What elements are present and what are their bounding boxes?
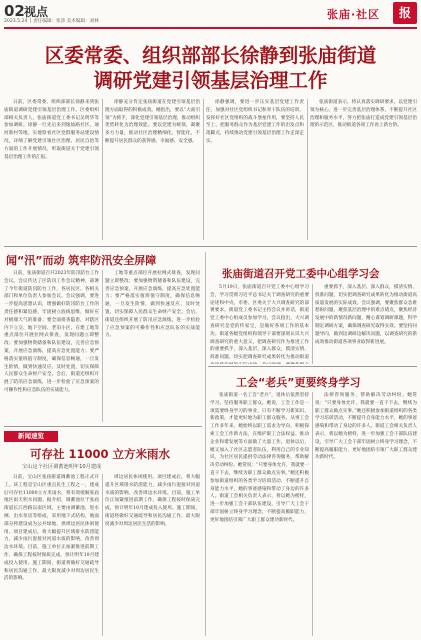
column-divider [102, 474, 103, 636]
meeting-headline: 张庙街道召开党工委中心组学习会 [222, 268, 380, 280]
news-brief-label: 新闻速览 [4, 431, 58, 442]
flood-column-1 [4, 270, 99, 422]
paper-logo: 报 [393, 2, 417, 24]
section-rule [4, 246, 417, 247]
meeting-column-2 [315, 284, 417, 364]
column-divider [312, 392, 313, 636]
storage-column-1 [4, 474, 99, 636]
lead-col2-text: 徐静充分肯定张庙街道在党建引领基层治理方面取得的积极成效。她指出，要以“大战引领”为抓手，深化党建引领基层治理，推动组织优势转化为治理效能。要以党建为统领，凝聚多方力量，推动社区治理精细化、智能化，不断提升居民群众的获得感、幸福感、安全感。 [105, 100, 200, 144]
column-divider [203, 99, 204, 240]
flood-text: 日前，张庙街道召开2023年防汛防台工作会议。会议传达了区防汛工作会议精神，部署了今年街道防汛防台工作，各居民区、各相关部门和单位负责人参加会议。会议强调，要进一步提高思想认识，增强做好防汛防台工作的责任感和紧迫感，牢固树立底线思维，做好应对极端天气的准备；要全面排查隐患，对辖区内下立交、地下空间、老旧小区、在建工地等重点部位开展拉网式排查，发现问题立即整改；要加强物资储备和队伍建设，完善应急预案，开展应急演练，提高应急处置能力；要严格落实值班值守制度，确保信息畅通，一旦发生险情，做到快速反应、及时处置，切实保障人民群众生命财产安全。会后，街道还组织开展了防汛应急演练，进一步检验了应急预案的可操作性和应急队伍的实战能力。 [4, 271, 99, 393]
lead-column-2 [105, 99, 200, 240]
union-text: 张庙街道一名工会“老兵”，退休后依然坚持学习、坚持服务职工群众。她说，工会工作是一项需要终身学习的事业，只有不断学习新知识、新政策，才能更好地为职工群众服务。从事工会工作多年来，她始终以职工需求为导向，积极探索工会工作新方法，在维护职工合法权益、推动企业和谐发展等方面做了大量工作。退休以后，她又加入了社区志愿者队伍，利用自己的专业知识，为社区居民提供劳动法律咨询服务，帮助解决劳动纠纷。她常说：“只要身体允许，我就要一直干下去，继续为职工群众做点实事。”她还积极参加街道组织的各类学习培训活动，不断提升自身能力水平，她的事迹感染和带动了身边的许多人。街道工会相关负责人表示，将以她为榜样，进一步加强工会干部队伍建设，引导广大工会干部牢固树立终身学习理念，不断提高履职能力，更好地团结引领广大职工群众建功新时代。 [210, 393, 309, 523]
union-column-1 [210, 392, 309, 636]
lead-col4-text: 张庙街道表示，将认真落实调研要求，以党建引领为核心，进一步完善基层治理体系，不断提升社区治理和服务水平，努力把张庙打造成党建引领基层治理的示范区，推动街道各项工作再上新台阶。 [310, 100, 417, 129]
masthead [0, 0, 421, 30]
section-rule [208, 366, 417, 367]
storage-text-continued: 周边居民休闲使用。项目建成后，将大幅提升区域排水防涝能力，减少雨污混接对河道水质的影响，改善周边水环境。目前，施工单位正加紧推进前期工作，确保工程按时保质完成，预计明年10月建成投入使用。施工期间，街道将做好交通疏导和居民沟通工作，最大限度减少对周边居民生活的影响。 [105, 475, 200, 527]
union-column-2 [315, 392, 417, 636]
lead-headline-line1: 区委常委、组织部部长徐静到张庙街道 [44, 44, 377, 67]
flood-headline: 闻“汛”而动 筑牢防汛安全屏障 [6, 254, 157, 267]
paper-name: 张庙·社区 [327, 8, 381, 21]
page-divider [205, 252, 206, 636]
section-name: 视点 [24, 5, 49, 19]
lead-col1-text: 日前，区委常委、组织部部长徐静来到张庙街道调研党建引领基层治理工作。区委组织部相关负责人，张庙街道党工委书记吴明华等参加调研。徐静一行先后来到逸仙路社区、通河新村等地，实地察看社区党群服务站建设情况，详细了解党建引领社区治理、居民自治等方面的工作开展情况，听取街道关于党建引领基层治理工作的汇报。 [4, 100, 99, 160]
lead-column-4 [310, 99, 417, 240]
date-line: 2023.5.24 │ 责任编辑：张沛 美术编辑：刘林 [4, 19, 99, 24]
union-text-continued: 法律咨询服务，帮助解决劳动纠纷。她常说：“只要身体允许，我就要一直干下去，继续为职工群众做点实事。”她还积极参加街道组织的各类学习培训活动，不断提升自身能力水平，她的事迹感染和带动了身边的许多人。街道工会相关负责人表示，将以她为榜样，进一步加强工会干部队伍建设，引导广大工会干部牢固树立终身学习理念，不断提高履职能力，更好地团结引领广大职工群众建功新时代。 [315, 393, 417, 461]
lead-column-1 [4, 99, 99, 240]
flood-column-2 [105, 270, 200, 422]
lead-column-3 [206, 99, 304, 240]
meeting-text-continued: 重要抓手，深入基层、深入群众，摸清实情、找准问题，切实把调查研究成果转化为推动街道高质量发展的实际成效。会议强调，要聚焦群众急难愁盼问题，聚焦基层治理中的难点堵点，聚焦经济发展中的新情况新问题，精心谋划调研课题，科学制定调研方案，确保调查研究取得实效。要坚持问题导向，做到边调研边解决问题，以调查研究的新成效推动街道各项事业取得新进展。 [315, 285, 417, 345]
storage-column-2 [105, 474, 200, 636]
meeting-text: 5月19日，张庙街道召开党工委中心组学习会，学习贯彻习近平总书记关于调查研究的重要论述和中央、市委、区委关于大兴调查研究的部署要求。街道党工委书记主持会议并讲话，街道党工委中心组成员参加学习。会议指出，大兴调查研究是党的传家宝，是做好各项工作的基本功。街道各级党组织和领导干部要深刻认识大兴调查研究的重大意义，把调查研究作为推进工作的重要抓手，深入基层、深入群众，摸清实情、找准问题，切实把调查研究成果转化为推动街道 [210, 285, 309, 361]
lead-headline-line2: 调研党建引领基层治理工作 [93, 69, 328, 92]
column-divider [307, 99, 308, 240]
section-rule [4, 426, 202, 427]
storage-text: 日前，宝山区张庙街道调蓄池工程正式开工。该工程是宝山区重点民生工程之一，建成后可存社11000立方米雨水，将有效缓解张庙地区雨天积水问题。据介绍，调蓄池位于张庙街道长江西路以南区域，主要由调蓄池、进水闸、出水泵房等组成，采用地下式结构，地面部分将建设成为公共绿地，供周边居民休闲使用。项目建成后，将大幅提升区域排水防涝能力，减少雨污混接对河道水质的影响，改善周边水环境。目前，施工单位正加紧推进前期工作，确保工程按时保质完成，预计明年10月建成投入使用。施工期间，街道将做好交通疏导和居民沟通工作，最大限度减少对周边居民生活的影响。 [4, 475, 99, 582]
masthead-rule [4, 27, 417, 29]
lead-col3-text: 徐静强调，要进一步压实基层党建工作责任，加强对社区党组织书记和骨干队伍的培训，发挥好社区党组织的战斗堡垒作用，要坚持人民至上，把服务群众作为基层党建工作的出发点和落脚点，持续推动党建引领基层治理工作走深走实。 [206, 100, 304, 144]
column-divider [102, 270, 103, 422]
page-number: 02 [4, 2, 25, 20]
storage-deck: 宝山这个社区调蓄池明年10月建成 [22, 464, 102, 470]
flood-text-continued: 工地等重点部位开展拉网式排查，发现问题立即整改；要加强物资储备和队伍建设，完善应急预案，开展应急演练，提高应急处置能力；要严格落实值班值守制度，确保信息畅通，一旦发生险情，做到快速反应、及时处置，切实保障人民群众生命财产安全。会后，街道还组织开展了防汛应急演练，进一步检验了应急预案的可操作性和应急队伍的实战能力。 [105, 271, 200, 339]
column-divider [102, 99, 103, 240]
storage-headline: 可存社 11000 立方米雨水 [30, 447, 171, 461]
union-headline: 工会“老兵”更要终身学习 [236, 376, 361, 389]
column-divider [312, 284, 313, 364]
meeting-column-1 [210, 284, 309, 364]
